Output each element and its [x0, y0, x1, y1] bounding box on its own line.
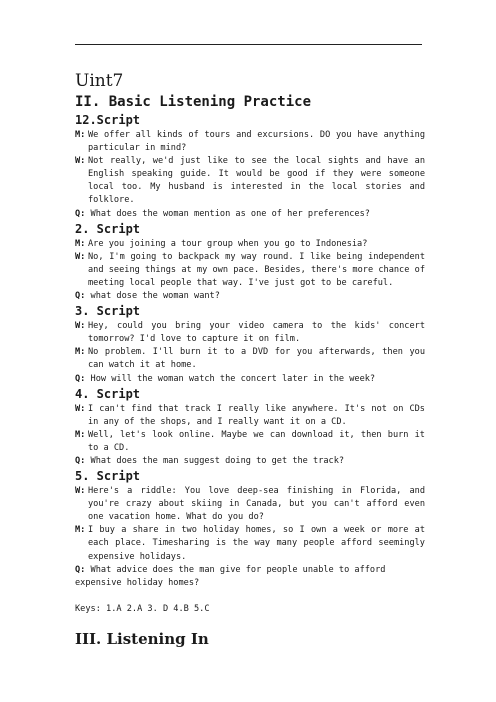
script-block	[75, 303, 425, 385]
script-block	[75, 468, 425, 590]
speaker-label: W:	[75, 321, 86, 332]
question-line	[75, 564, 425, 590]
dialogue-text: No problem. I'll burn it to a DVD for you afterwards, then you can watch it at home.	[88, 347, 425, 371]
script-title: 12.Script	[75, 113, 141, 127]
script-title: 3. Script	[75, 304, 141, 319]
question-text: What does the woman mention as one of her preferences?	[90, 208, 370, 219]
speaker-label: M:	[75, 429, 86, 440]
dialogue-text: Here's a riddle: You love deep-sea finishing in Florida, and you're crazy about skiing in Canada, but you can't afford even one vacation home. What do you do?	[88, 486, 425, 523]
speaker-label: W:	[75, 403, 86, 414]
dialogue-text: Hey, could you bring your video camera to the kids' concert tomorrow? I'd love to capture it on film.	[88, 321, 425, 345]
question-line	[75, 373, 425, 386]
dialogue-text: Are you joining a tour group when you go to Indonesia?	[88, 238, 368, 249]
script-title: 2. Script	[75, 221, 141, 236]
speaker-label: M:	[75, 347, 86, 358]
question-label: Q:	[75, 291, 86, 302]
dialogue-text: I buy a share in two holiday homes, so I own a week or more at each place. Timesharing is the way many people afford seemingly expensive holidays.	[88, 525, 425, 562]
speaker-label: M:	[75, 238, 86, 249]
question-label: Q:	[75, 455, 86, 466]
dialogue-line	[75, 403, 425, 429]
section-title-listening-in: III. Listening In	[75, 629, 209, 648]
section-title-basic-listening: II. Basic Listening Practice	[75, 94, 312, 110]
dialogue-text: We offer all kinds of tours and excursions. DO you have anything particular in mind?	[88, 130, 425, 154]
speaker-label: M:	[75, 525, 86, 536]
script-title: 4. Script	[75, 386, 141, 401]
question-line	[75, 290, 425, 303]
question-line	[75, 455, 425, 468]
script-title: 5. Script	[75, 469, 141, 484]
header-rule	[75, 44, 422, 45]
script-block	[75, 386, 425, 468]
dialogue-text: No, I'm going to backpack my way round. I like being independent and seeing things at my own pace. Besides, there's more chance of meeting local people that way. I've just got to be careful.	[88, 251, 425, 288]
dialogue-line	[75, 485, 425, 524]
question-label: Q:	[75, 208, 86, 219]
speaker-label: W:	[75, 156, 86, 167]
question-text: What does the man suggest doing to get the track?	[90, 455, 345, 466]
question-text: what dose the woman want?	[90, 291, 220, 302]
script-block	[75, 112, 425, 221]
question-text: How will the woman watch the concert later in the week?	[90, 373, 376, 384]
speaker-label: W:	[75, 251, 86, 262]
answer-keys: Keys: 1.A 2.A 3. D 4.B 5.C	[75, 603, 210, 614]
speaker-label: M:	[75, 130, 86, 140]
dialogue-line	[75, 251, 425, 290]
dialogue-line	[75, 155, 425, 207]
question-label: Q:	[75, 564, 86, 575]
dialogue-text: Not really, we'd just like to see the local sights and have an English speaking guide. It would be good if they were someone local too. My husband is interested in the local stories and folklore.	[88, 156, 425, 206]
dialogue-line	[75, 238, 425, 251]
dialogue-line	[75, 429, 425, 455]
dialogue-line	[75, 129, 425, 155]
script-block	[75, 221, 425, 303]
dialogue-text: Well, let's look online. Maybe we can download it, then burn it to a CD.	[88, 429, 425, 453]
question-label: Q:	[75, 373, 86, 384]
unit-title: Uint7	[75, 71, 124, 91]
question-text: What advice does the man give for people unable to afford expensive holiday homes?	[75, 564, 386, 588]
dialogue-line	[75, 346, 425, 372]
scripts-container	[75, 112, 425, 590]
document-page	[75, 70, 425, 649]
dialogue-line	[75, 320, 425, 346]
dialogue-text: I can't find that track I really like anywhere. It's not on CDs in any of the shops, and I really want it on a CD.	[88, 403, 425, 427]
speaker-label: W:	[75, 486, 86, 497]
dialogue-line	[75, 524, 425, 563]
question-line	[75, 208, 425, 221]
